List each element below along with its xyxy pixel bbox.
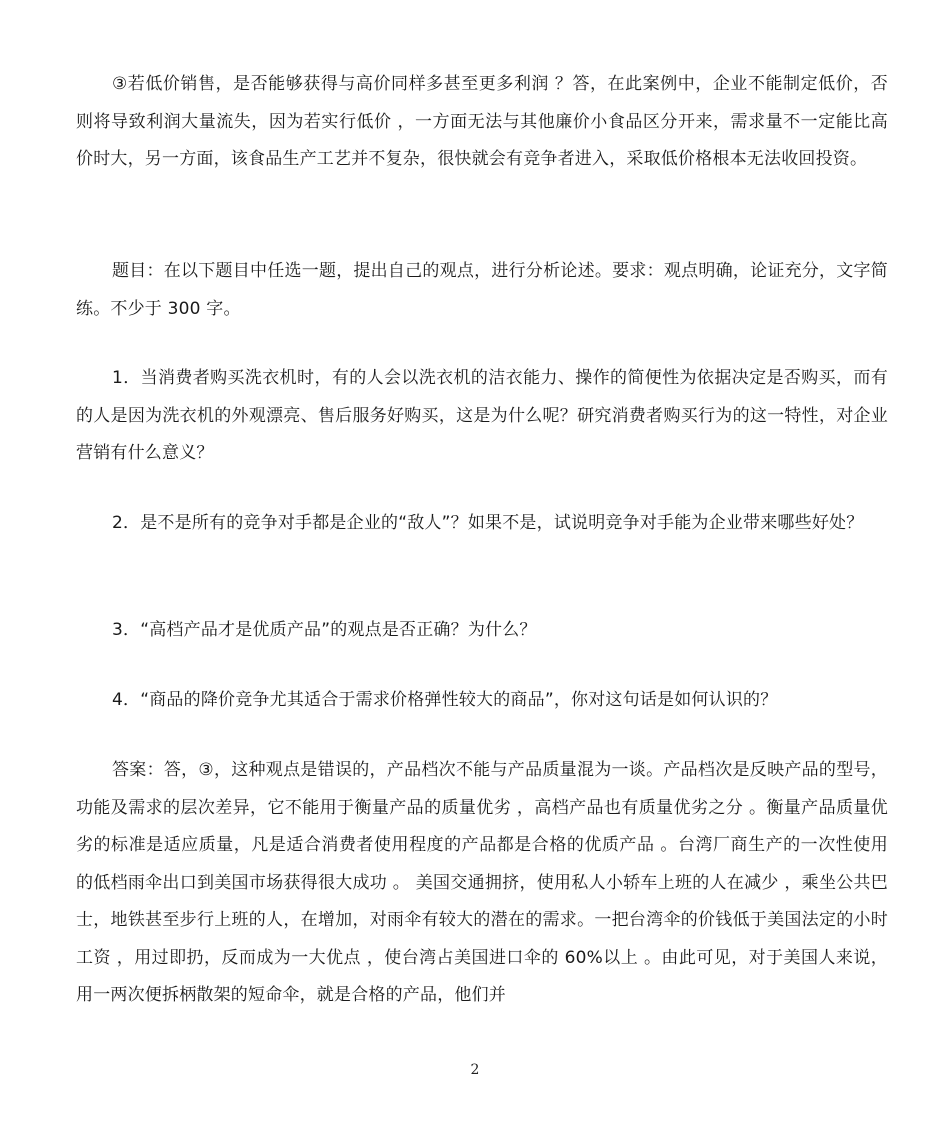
paragraph-assignment-instructions: 题目：在以下题目中任选一题，提出自己的观点，进行分析论述。要求：观点明确，论证充分，文字简练。不少于 300 字。 xyxy=(76,261,888,319)
paragraph-question-1: 1．当消费者购买洗衣机时，有的人会以洗衣机的洁衣能力、操作的简便性为依据决定是否购买，而有的人是因为洗衣机的外观漂亮、售后服务好购买，这是为什么呢？研究消费者购买行为的这一特性，对企业营销有什么意义？ xyxy=(76,368,888,463)
paragraph-question-2: 2．是不是所有的竞争对手都是企业的“敌人”？如果不是，试说明竞争对手能为企业带来哪些好处？ xyxy=(112,513,864,533)
paragraph-question-4: 4．“商品的降价竞争尤其适合于需求价格弹性较大的商品”，你对这句话是如何认识的？ xyxy=(112,690,778,710)
page-number: 2 xyxy=(470,1062,480,1078)
paragraph-question-3: 3．“高档产品才是优质产品”的观点是否正确？为什么？ xyxy=(112,620,537,640)
paragraph-low-price-answer: ③若低价销售，是否能够获得与高价同样多甚至更多利润 ？答，在此案例中，企业不能制定低价，否则将导致利润大量流失，因为若实行低价 ，一方面无法与其他廉价小食品区分开来，需求量不一定能比高价时大，另一方面，该食品生产工艺并不复杂，很快就会有竞争者进入，采取低价格根本无法收回投资。 xyxy=(76,74,888,169)
paragraph-answer: 答案：答，③，这种观点是错误的，产品档次不能与产品质量混为一谈。产品档次是反映产品的型号，功能及需求的层次差异，它不能用于衡量产品的质量优劣 ，高档产品也有质量优劣之分 。衡量产品质量优劣的标准是适应质量，凡是适合消费者使用程度的产品都是合格的优质产品 。台湾厂商生产的一次性使用的低档雨伞出口到美国市场获得很大成功 。 美国交通拥挤，使用私人小轿车上班的人在减少 ，乘坐公共巴士，地铁甚至步行上班的人，在增加，对雨伞有较大的潜在的需求。一把台湾伞的价钱低于美国法定的小时工资 ，用过即扔，反而成为一大优点 ，使台湾占美国进口伞的 60%以上 。由此可见，对于美国人来说，用一两次便拆柄散架的短命伞，就是合格的产品，他们并 xyxy=(76,760,888,1005)
